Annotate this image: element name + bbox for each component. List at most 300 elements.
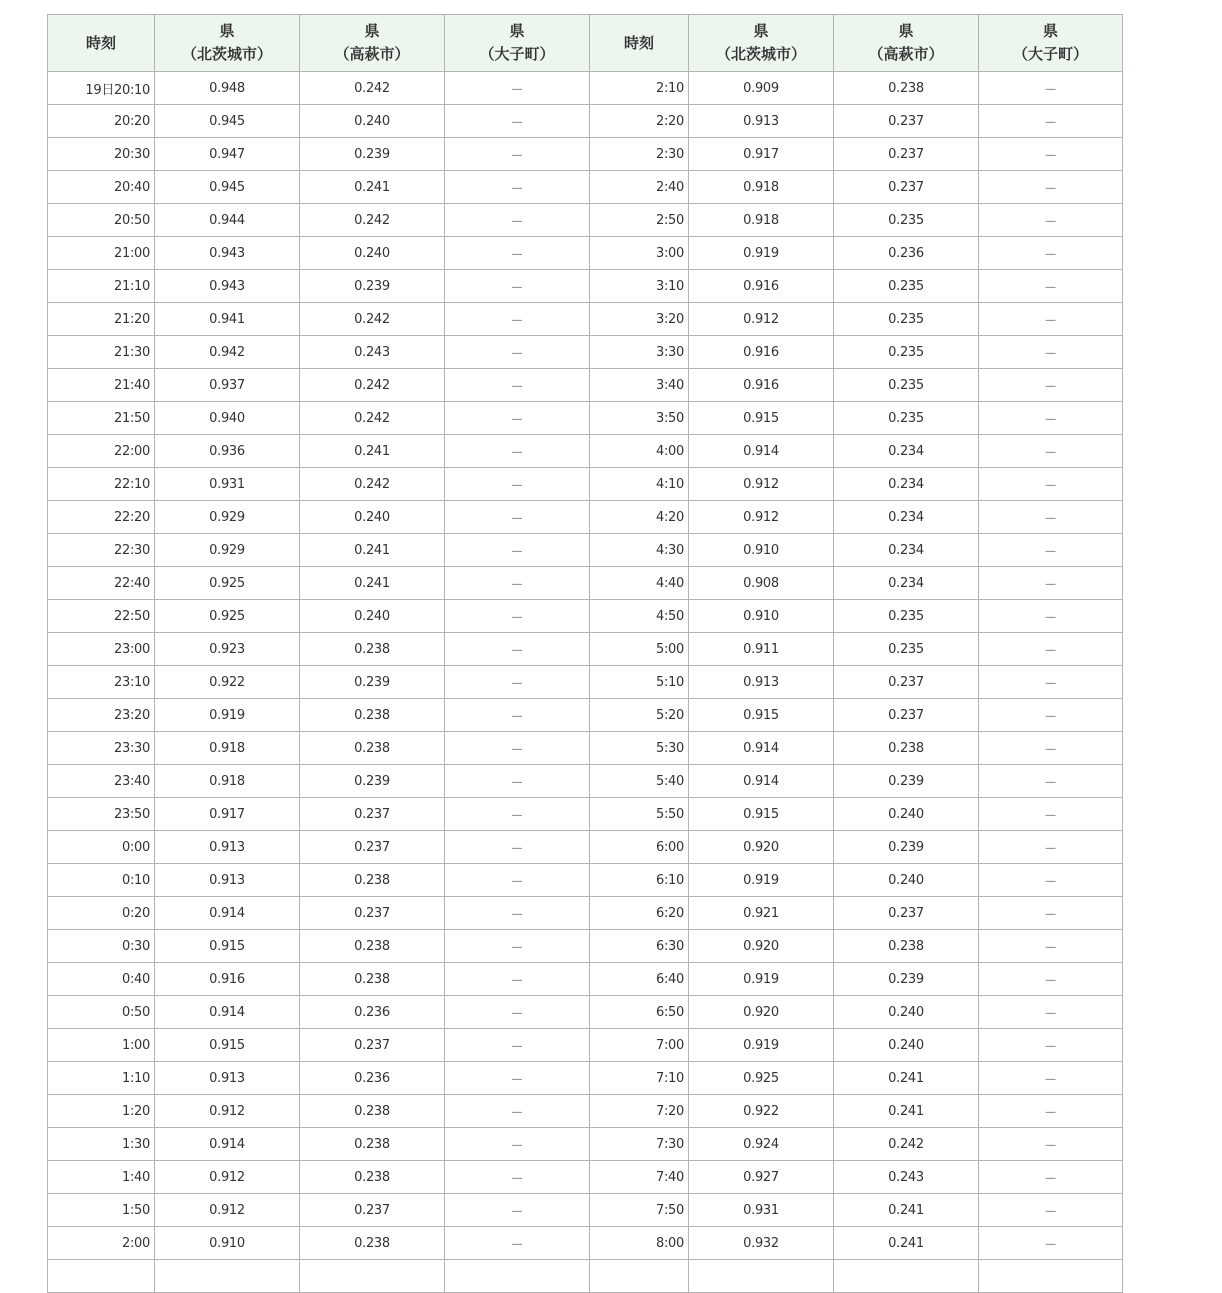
takahagi-value-right: 0.238 xyxy=(834,72,979,105)
table-row xyxy=(48,633,1123,666)
takahagi-value-left: 0.241 xyxy=(300,171,445,204)
daigo-value-right: － xyxy=(979,1095,1123,1128)
time-cell-left: 22:20 xyxy=(48,501,155,534)
kitaibaraki-value-left: 0.917 xyxy=(155,798,300,831)
kitaibaraki-value-left: 0.941 xyxy=(155,303,300,336)
table-row xyxy=(48,1095,1123,1128)
takahagi-value-right: 0.237 xyxy=(834,171,979,204)
kitaibaraki-value-right: 0.916 xyxy=(689,270,834,303)
daigo-value-left: － xyxy=(445,501,590,534)
kitaibaraki-value-left: 0.915 xyxy=(155,1029,300,1062)
header-time-right: 時刻 xyxy=(590,15,689,72)
table-row xyxy=(48,237,1123,270)
takahagi-value-right: 0.241 xyxy=(834,1062,979,1095)
time-cell-left: 0:50 xyxy=(48,996,155,1029)
daigo-value-right: － xyxy=(979,138,1123,171)
time-cell-left: 21:50 xyxy=(48,402,155,435)
kitaibaraki-value-left: 0.913 xyxy=(155,864,300,897)
table-row xyxy=(48,270,1123,303)
takahagi-value-right: 0.240 xyxy=(834,798,979,831)
time-cell-left: 22:00 xyxy=(48,435,155,468)
daigo-value-right: － xyxy=(979,864,1123,897)
kitaibaraki-value-left: 0.910 xyxy=(155,1227,300,1260)
table-row xyxy=(48,831,1123,864)
kitaibaraki-value-left: 0.940 xyxy=(155,402,300,435)
time-cell-left: 21:10 xyxy=(48,270,155,303)
kitaibaraki-value-left: 0.912 xyxy=(155,1161,300,1194)
table-row xyxy=(48,435,1123,468)
time-cell-left: 20:50 xyxy=(48,204,155,237)
time-cell-right: 5:40 xyxy=(590,765,689,798)
header-city-label: （大子町） xyxy=(1012,45,1088,63)
table-row xyxy=(48,468,1123,501)
kitaibaraki-value-right: 0.908 xyxy=(689,567,834,600)
table-row xyxy=(48,105,1123,138)
time-cell-right: 4:00 xyxy=(590,435,689,468)
kitaibaraki-value-left: 0.913 xyxy=(155,831,300,864)
time-cell-left: 20:20 xyxy=(48,105,155,138)
kitaibaraki-value-right: 0.924 xyxy=(689,1128,834,1161)
kitaibaraki-value-left: 0.923 xyxy=(155,633,300,666)
kitaibaraki-value-left: 0.916 xyxy=(155,963,300,996)
time-cell-right: 3:30 xyxy=(590,336,689,369)
time-cell-right: 2:40 xyxy=(590,171,689,204)
takahagi-value-left: 0.242 xyxy=(300,369,445,402)
takahagi-value-left: 0.237 xyxy=(300,1194,445,1227)
kitaibaraki-value-left: 0.922 xyxy=(155,666,300,699)
header-city-label: （高萩市） xyxy=(868,45,944,63)
daigo-value-right: － xyxy=(979,435,1123,468)
takahagi-value-left: 0.236 xyxy=(300,996,445,1029)
takahagi-value-left: 0.238 xyxy=(300,633,445,666)
daigo-value-left: － xyxy=(445,435,590,468)
table-row xyxy=(48,1128,1123,1161)
takahagi-value-left: 0.243 xyxy=(300,336,445,369)
daigo-value-left: － xyxy=(445,600,590,633)
takahagi-value-left: 0.238 xyxy=(300,1161,445,1194)
daigo-value-right: － xyxy=(979,831,1123,864)
daigo-value-right: － xyxy=(979,270,1123,303)
takahagi-value-left: 0.242 xyxy=(300,468,445,501)
table-body xyxy=(48,72,1123,1293)
kitaibaraki-value-left: 0.947 xyxy=(155,138,300,171)
takahagi-value-right: 0.237 xyxy=(834,138,979,171)
time-cell-right: 7:10 xyxy=(590,1062,689,1095)
kitaibaraki-value-right: 0.915 xyxy=(689,402,834,435)
header-city-label: （北茨城市） xyxy=(181,45,272,63)
table-row xyxy=(48,402,1123,435)
takahagi-value-right: 0.243 xyxy=(834,1161,979,1194)
table-row xyxy=(48,765,1123,798)
takahagi-value-left: 0.237 xyxy=(300,831,445,864)
daigo-value-left: － xyxy=(445,1029,590,1062)
time-cell-left: 22:50 xyxy=(48,600,155,633)
time-cell-left: 1:20 xyxy=(48,1095,155,1128)
takahagi-value-right: 0.237 xyxy=(834,699,979,732)
kitaibaraki-value-left: 0.931 xyxy=(155,468,300,501)
daigo-value-right: － xyxy=(979,765,1123,798)
takahagi-value-right: 0.235 xyxy=(834,204,979,237)
table-row xyxy=(48,567,1123,600)
table-row xyxy=(48,864,1123,897)
time-cell-left: 0:00 xyxy=(48,831,155,864)
daigo-value-left: － xyxy=(445,138,590,171)
daigo-value-left: － xyxy=(445,567,590,600)
daigo-value-right: － xyxy=(979,567,1123,600)
kitaibaraki-value-left: 0.942 xyxy=(155,336,300,369)
daigo-value-right: － xyxy=(979,303,1123,336)
daigo-value-right: － xyxy=(979,171,1123,204)
daigo-value-left: － xyxy=(445,996,590,1029)
takahagi-value-right: 0.239 xyxy=(834,765,979,798)
takahagi-value-right: 0.237 xyxy=(834,666,979,699)
takahagi-value-right: 0.234 xyxy=(834,435,979,468)
takahagi-value-left: 0.239 xyxy=(300,765,445,798)
header-pref-label: 県 xyxy=(364,22,380,40)
time-cell-left: 1:50 xyxy=(48,1194,155,1227)
daigo-value-right: － xyxy=(979,930,1123,963)
radiation-table-container xyxy=(47,14,1123,1293)
takahagi-value-left xyxy=(300,1260,445,1293)
daigo-value-left: － xyxy=(445,534,590,567)
kitaibaraki-value-right: 0.927 xyxy=(689,1161,834,1194)
time-cell-right: 7:20 xyxy=(590,1095,689,1128)
table-header xyxy=(48,15,1123,72)
daigo-value-right: － xyxy=(979,897,1123,930)
daigo-value-right: － xyxy=(979,402,1123,435)
table-row xyxy=(48,963,1123,996)
table-row xyxy=(48,1029,1123,1062)
takahagi-value-left: 0.239 xyxy=(300,666,445,699)
daigo-value-left: － xyxy=(445,699,590,732)
kitaibaraki-value-right: 0.911 xyxy=(689,633,834,666)
daigo-value-left: － xyxy=(445,105,590,138)
daigo-value-left: － xyxy=(445,369,590,402)
daigo-value-left: － xyxy=(445,270,590,303)
time-cell-left: 1:00 xyxy=(48,1029,155,1062)
header-city-label: （北茨城市） xyxy=(715,45,806,63)
kitaibaraki-value-left: 0.914 xyxy=(155,1128,300,1161)
daigo-value-left: － xyxy=(445,831,590,864)
table-row xyxy=(48,930,1123,963)
time-cell-right: 6:00 xyxy=(590,831,689,864)
takahagi-value-right: 0.240 xyxy=(834,1029,979,1062)
time-cell-right: 7:40 xyxy=(590,1161,689,1194)
daigo-value-left: － xyxy=(445,237,590,270)
kitaibaraki-value-right: 0.917 xyxy=(689,138,834,171)
daigo-value-left: － xyxy=(445,1194,590,1227)
takahagi-value-right: 0.237 xyxy=(834,105,979,138)
kitaibaraki-value-left: 0.937 xyxy=(155,369,300,402)
time-cell-left: 1:10 xyxy=(48,1062,155,1095)
time-cell-left: 21:00 xyxy=(48,237,155,270)
takahagi-value-left: 0.238 xyxy=(300,699,445,732)
daigo-value-left xyxy=(445,1260,590,1293)
kitaibaraki-value-right: 0.914 xyxy=(689,765,834,798)
daigo-value-right xyxy=(979,1260,1123,1293)
kitaibaraki-value-right: 0.921 xyxy=(689,897,834,930)
kitaibaraki-value-left: 0.919 xyxy=(155,699,300,732)
time-cell-left: 1:30 xyxy=(48,1128,155,1161)
daigo-value-right: － xyxy=(979,699,1123,732)
time-cell-right: 5:10 xyxy=(590,666,689,699)
daigo-value-right: － xyxy=(979,1227,1123,1260)
daigo-value-right: － xyxy=(979,72,1123,105)
time-cell-right: 5:30 xyxy=(590,732,689,765)
takahagi-value-left: 0.241 xyxy=(300,534,445,567)
time-cell-right: 7:50 xyxy=(590,1194,689,1227)
kitaibaraki-value-right: 0.915 xyxy=(689,798,834,831)
daigo-value-left: － xyxy=(445,1062,590,1095)
kitaibaraki-value-right: 0.910 xyxy=(689,534,834,567)
kitaibaraki-value-left: 0.945 xyxy=(155,105,300,138)
takahagi-value-right: 0.235 xyxy=(834,402,979,435)
takahagi-value-left: 0.242 xyxy=(300,72,445,105)
time-cell-right: 4:20 xyxy=(590,501,689,534)
time-cell-right: 6:40 xyxy=(590,963,689,996)
time-cell-right xyxy=(590,1260,689,1293)
header-station-takahagi-right xyxy=(834,15,979,72)
header-pref-label: 県 xyxy=(1042,22,1058,40)
kitaibaraki-value-left: 0.913 xyxy=(155,1062,300,1095)
header-row xyxy=(48,15,1123,72)
takahagi-value-right: 0.234 xyxy=(834,534,979,567)
daigo-value-right: － xyxy=(979,963,1123,996)
time-cell-right: 2:20 xyxy=(590,105,689,138)
time-cell-right: 7:00 xyxy=(590,1029,689,1062)
takahagi-value-left: 0.237 xyxy=(300,1029,445,1062)
daigo-value-right: － xyxy=(979,237,1123,270)
table-row xyxy=(48,666,1123,699)
header-time-left: 時刻 xyxy=(48,15,155,72)
kitaibaraki-value-right: 0.916 xyxy=(689,336,834,369)
kitaibaraki-value-right: 0.920 xyxy=(689,831,834,864)
kitaibaraki-value-right: 0.919 xyxy=(689,1029,834,1062)
daigo-value-left: － xyxy=(445,897,590,930)
kitaibaraki-value-left: 0.943 xyxy=(155,237,300,270)
time-cell-left: 23:00 xyxy=(48,633,155,666)
time-cell-right: 8:00 xyxy=(590,1227,689,1260)
time-cell-left: 22:40 xyxy=(48,567,155,600)
takahagi-value-right: 0.235 xyxy=(834,600,979,633)
time-cell-left: 23:20 xyxy=(48,699,155,732)
time-cell-right: 4:40 xyxy=(590,567,689,600)
kitaibaraki-value-right: 0.913 xyxy=(689,105,834,138)
kitaibaraki-value-left: 0.936 xyxy=(155,435,300,468)
kitaibaraki-value-left: 0.929 xyxy=(155,534,300,567)
time-cell-left: 0:30 xyxy=(48,930,155,963)
takahagi-value-right: 0.235 xyxy=(834,633,979,666)
takahagi-value-left: 0.237 xyxy=(300,798,445,831)
time-cell-left: 19日20:10 xyxy=(48,72,155,105)
header-city-label: （高萩市） xyxy=(334,45,410,63)
takahagi-value-left: 0.238 xyxy=(300,1128,445,1161)
daigo-value-left: － xyxy=(445,798,590,831)
daigo-value-left: － xyxy=(445,336,590,369)
daigo-value-left: － xyxy=(445,765,590,798)
kitaibaraki-value-right: 0.919 xyxy=(689,864,834,897)
kitaibaraki-value-left: 0.925 xyxy=(155,567,300,600)
kitaibaraki-value-right: 0.920 xyxy=(689,996,834,1029)
takahagi-value-right: 0.239 xyxy=(834,831,979,864)
daigo-value-left: － xyxy=(445,72,590,105)
daigo-value-right: － xyxy=(979,996,1123,1029)
daigo-value-right: － xyxy=(979,468,1123,501)
table-row xyxy=(48,369,1123,402)
header-station-takahagi-left xyxy=(300,15,445,72)
daigo-value-right: － xyxy=(979,666,1123,699)
takahagi-value-left: 0.238 xyxy=(300,963,445,996)
kitaibaraki-value-right: 0.909 xyxy=(689,72,834,105)
time-cell-right: 7:30 xyxy=(590,1128,689,1161)
time-cell-right: 3:10 xyxy=(590,270,689,303)
takahagi-value-right: 0.235 xyxy=(834,303,979,336)
table-row xyxy=(48,303,1123,336)
daigo-value-left: － xyxy=(445,204,590,237)
kitaibaraki-value-right: 0.931 xyxy=(689,1194,834,1227)
daigo-value-left: － xyxy=(445,864,590,897)
daigo-value-right: － xyxy=(979,600,1123,633)
takahagi-value-left: 0.242 xyxy=(300,402,445,435)
header-pref-label: 県 xyxy=(509,22,525,40)
daigo-value-right: － xyxy=(979,1161,1123,1194)
takahagi-value-right: 0.236 xyxy=(834,237,979,270)
time-cell-right: 2:10 xyxy=(590,72,689,105)
daigo-value-right: － xyxy=(979,336,1123,369)
takahagi-value-left: 0.241 xyxy=(300,567,445,600)
time-cell-right: 2:50 xyxy=(590,204,689,237)
time-cell-right: 5:00 xyxy=(590,633,689,666)
table-row xyxy=(48,996,1123,1029)
takahagi-value-right: 0.235 xyxy=(834,270,979,303)
header-pref-label: 県 xyxy=(753,22,769,40)
table-row xyxy=(48,798,1123,831)
time-cell-left: 0:20 xyxy=(48,897,155,930)
takahagi-value-right: 0.240 xyxy=(834,864,979,897)
takahagi-value-right: 0.241 xyxy=(834,1095,979,1128)
daigo-value-right: － xyxy=(979,1194,1123,1227)
table-row xyxy=(48,600,1123,633)
daigo-value-right: － xyxy=(979,204,1123,237)
table-row xyxy=(48,171,1123,204)
takahagi-value-left: 0.242 xyxy=(300,204,445,237)
time-cell-right: 3:20 xyxy=(590,303,689,336)
time-cell-right: 6:20 xyxy=(590,897,689,930)
kitaibaraki-value-left: 0.912 xyxy=(155,1194,300,1227)
kitaibaraki-value-left: 0.943 xyxy=(155,270,300,303)
kitaibaraki-value-left: 0.925 xyxy=(155,600,300,633)
takahagi-value-right: 0.242 xyxy=(834,1128,979,1161)
kitaibaraki-value-left: 0.914 xyxy=(155,996,300,1029)
kitaibaraki-value-left: 0.918 xyxy=(155,732,300,765)
takahagi-value-left: 0.240 xyxy=(300,237,445,270)
table-row xyxy=(48,72,1123,105)
time-cell-right: 6:50 xyxy=(590,996,689,1029)
table-row xyxy=(48,1062,1123,1095)
kitaibaraki-value-left: 0.914 xyxy=(155,897,300,930)
takahagi-value-right: 0.240 xyxy=(834,996,979,1029)
takahagi-value-left: 0.240 xyxy=(300,105,445,138)
takahagi-value-left: 0.237 xyxy=(300,897,445,930)
header-city-label: （大子町） xyxy=(479,45,555,63)
table-row xyxy=(48,897,1123,930)
header-station-daigo-right xyxy=(979,15,1123,72)
kitaibaraki-value-left: 0.945 xyxy=(155,171,300,204)
daigo-value-right: － xyxy=(979,501,1123,534)
table-row xyxy=(48,1161,1123,1194)
takahagi-value-left: 0.240 xyxy=(300,501,445,534)
time-cell-left: 22:30 xyxy=(48,534,155,567)
kitaibaraki-value-left: 0.918 xyxy=(155,765,300,798)
kitaibaraki-value-left: 0.929 xyxy=(155,501,300,534)
daigo-value-right: － xyxy=(979,105,1123,138)
takahagi-value-left: 0.239 xyxy=(300,270,445,303)
table-row xyxy=(48,204,1123,237)
kitaibaraki-value-left xyxy=(155,1260,300,1293)
table-row xyxy=(48,1194,1123,1227)
takahagi-value-left: 0.236 xyxy=(300,1062,445,1095)
daigo-value-left: － xyxy=(445,171,590,204)
time-cell-left xyxy=(48,1260,155,1293)
kitaibaraki-value-right: 0.918 xyxy=(689,204,834,237)
daigo-value-right: － xyxy=(979,1062,1123,1095)
time-cell-left: 0:10 xyxy=(48,864,155,897)
takahagi-value-right: 0.241 xyxy=(834,1227,979,1260)
time-cell-right: 4:50 xyxy=(590,600,689,633)
daigo-value-left: － xyxy=(445,468,590,501)
takahagi-value-left: 0.241 xyxy=(300,435,445,468)
takahagi-value-left: 0.238 xyxy=(300,930,445,963)
table-row xyxy=(48,699,1123,732)
time-cell-left: 21:40 xyxy=(48,369,155,402)
table-row xyxy=(48,1227,1123,1260)
takahagi-value-right: 0.239 xyxy=(834,963,979,996)
time-cell-right: 6:30 xyxy=(590,930,689,963)
daigo-value-left: － xyxy=(445,1095,590,1128)
takahagi-value-right: 0.238 xyxy=(834,732,979,765)
header-station-daigo-left xyxy=(445,15,590,72)
time-cell-left: 20:40 xyxy=(48,171,155,204)
daigo-value-left: － xyxy=(445,666,590,699)
time-cell-left: 23:30 xyxy=(48,732,155,765)
daigo-value-left: － xyxy=(445,633,590,666)
kitaibaraki-value-left: 0.915 xyxy=(155,930,300,963)
time-cell-right: 2:30 xyxy=(590,138,689,171)
takahagi-value-left: 0.238 xyxy=(300,1227,445,1260)
table-row xyxy=(48,336,1123,369)
kitaibaraki-value-right: 0.913 xyxy=(689,666,834,699)
time-cell-right: 4:10 xyxy=(590,468,689,501)
time-cell-left: 20:30 xyxy=(48,138,155,171)
takahagi-value-left: 0.238 xyxy=(300,732,445,765)
kitaibaraki-value-right: 0.916 xyxy=(689,369,834,402)
time-cell-left: 23:50 xyxy=(48,798,155,831)
daigo-value-right: － xyxy=(979,633,1123,666)
takahagi-value-left: 0.240 xyxy=(300,600,445,633)
time-cell-left: 23:10 xyxy=(48,666,155,699)
kitaibaraki-value-right: 0.912 xyxy=(689,501,834,534)
takahagi-value-left: 0.238 xyxy=(300,864,445,897)
time-cell-left: 1:40 xyxy=(48,1161,155,1194)
kitaibaraki-value-right: 0.919 xyxy=(689,963,834,996)
takahagi-value-right: 0.234 xyxy=(834,468,979,501)
kitaibaraki-value-left: 0.948 xyxy=(155,72,300,105)
table-row xyxy=(48,534,1123,567)
takahagi-value-right: 0.234 xyxy=(834,567,979,600)
kitaibaraki-value-right: 0.932 xyxy=(689,1227,834,1260)
daigo-value-right: － xyxy=(979,534,1123,567)
daigo-value-left: － xyxy=(445,1227,590,1260)
